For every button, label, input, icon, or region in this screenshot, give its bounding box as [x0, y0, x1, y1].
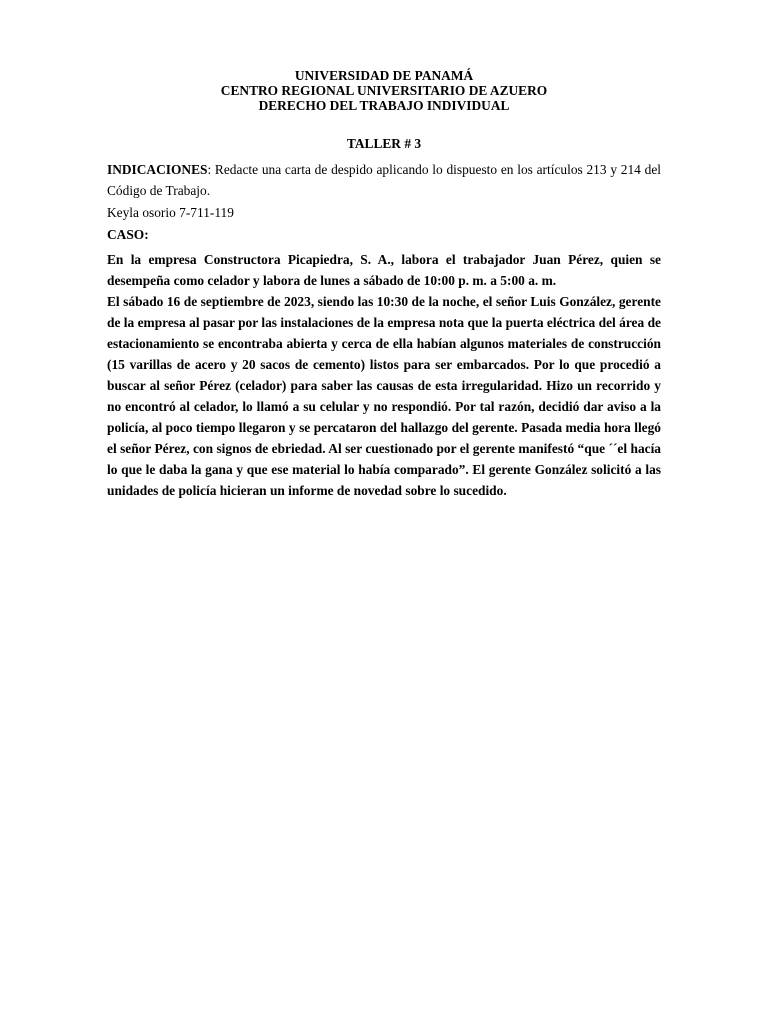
case-paragraph-1: En la empresa Constructora Picapiedra, S. A., labora el trabajador Juan Pérez, quien se desempeña como celador y labora de lunes a sábado de 10:00 p. m. a 5:00 a. m.	[107, 252, 661, 288]
instructions-paragraph	[107, 159, 661, 201]
workshop-title: TALLER # 3	[346, 136, 422, 151]
regional-center-name: CENTRO REGIONAL UNIVERSITARIO DE AZUERO	[220, 83, 548, 98]
instructions-label: INDICACIONES	[107, 162, 208, 177]
instructions-text: : Redacte una carta de despido aplicando lo dispuesto en los artículos 213 y 214 del Código de Trabajo.	[107, 162, 661, 198]
case-paragraph-2: El sábado 16 de septiembre de 2023, siendo las 10:30 de la noche, el señor Luis González, gerente de la empresa al pasar por las instalaciones de la empresa nota que la puerta eléctrica del área de estacionamiento se encontraba abierta y cerca de ella habían algunos materiales de construcción (15 varillas de acero y 20 sacos de cemento) listos para ser embarcados. Por lo que procedió a buscar al señor Pérez (celador) para saber las causas de esta irregularidad. Hizo un recorrido y no encontró al celador, lo llamó a su celular y no respondió. Por tal razón, decidió dar aviso a la policía, al poco tiempo llegaron y se percataron del hallazgo del gerente. Pasada media hora llegó el señor Pérez, con signos de ebriedad. Al ser cuestionado por el gerente manifestó “que ´´el hacía lo que le daba la gana y que ese material lo había comparado”. El gerente González solicitó a las unidades de policía hicieran un informe de novedad sobre lo sucedido.	[107, 294, 661, 498]
case-body	[107, 249, 661, 501]
author-line: Keyla osorio 7-711-119	[107, 205, 234, 220]
university-name: UNIVERSIDAD DE PANAMÁ	[294, 68, 474, 83]
document-header	[107, 68, 661, 113]
document-page	[107, 68, 661, 501]
course-name: DERECHO DEL TRABAJO INDIVIDUAL	[258, 98, 510, 113]
case-label: CASO:	[107, 227, 149, 242]
